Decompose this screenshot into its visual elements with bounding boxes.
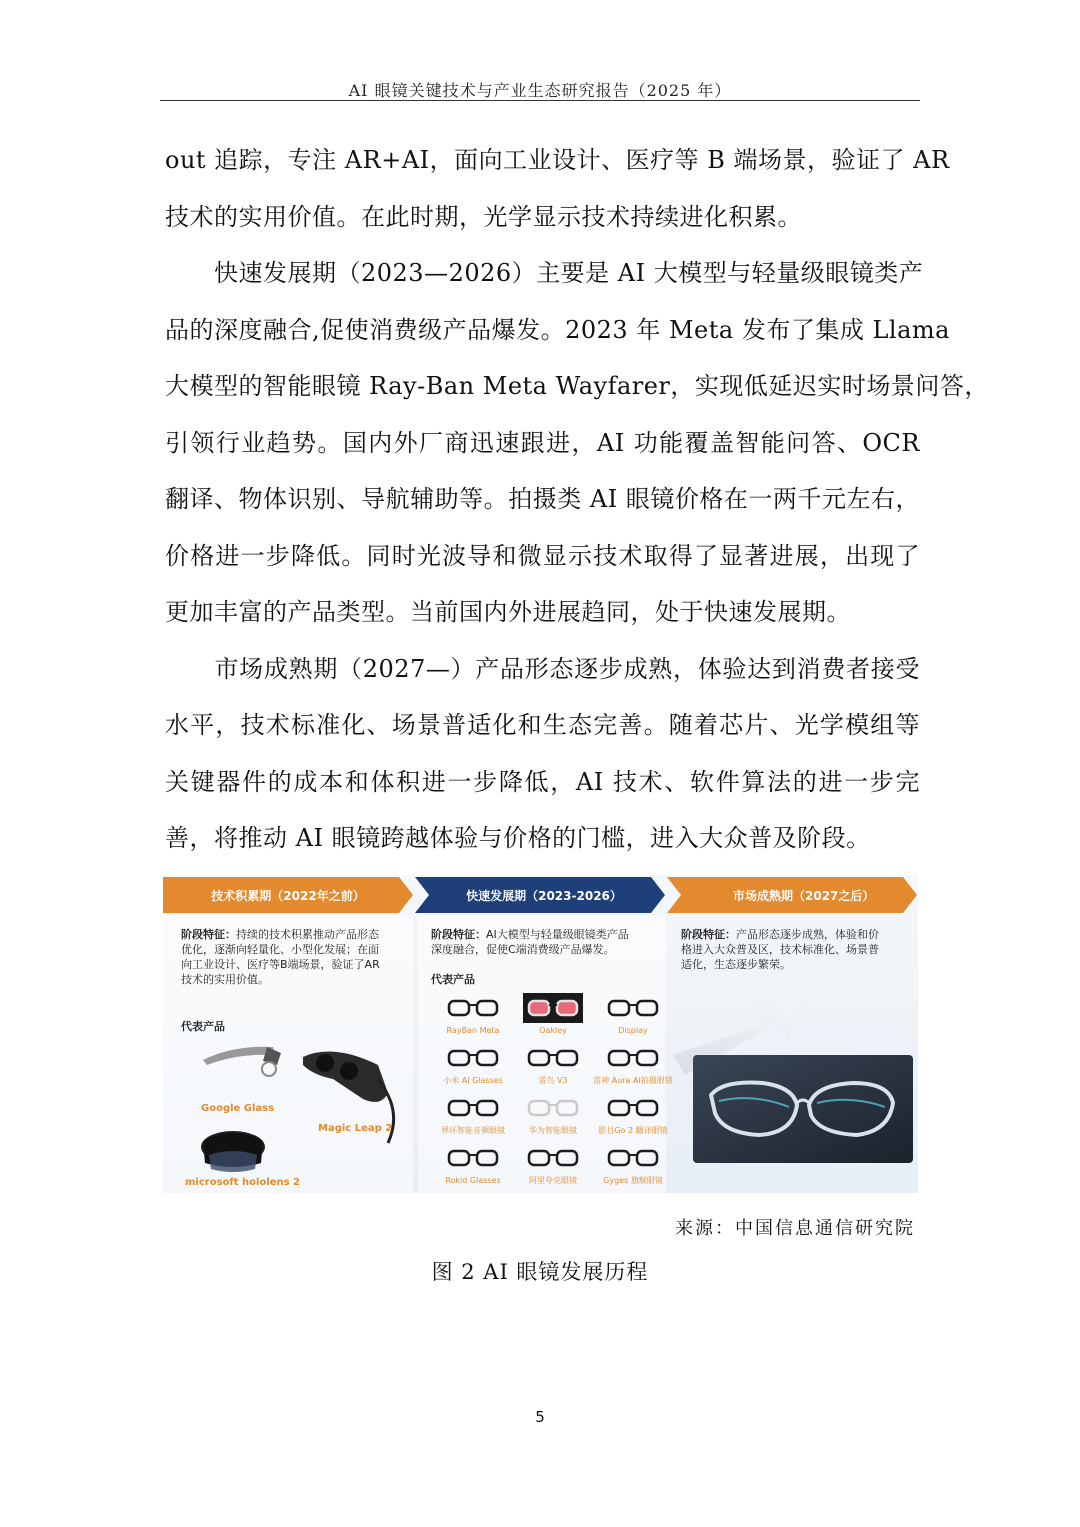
product-label: RayBan Meta [446, 1026, 500, 1035]
figure-caption: 图 2 AI 眼镜发展历程 [431, 1260, 649, 1284]
future-glasses-image [693, 1055, 913, 1163]
product-label: Magic Leap 2 [318, 1123, 393, 1134]
text-line: 快速发展期（2023—2026）主要是 AI 大模型与轻量级眼镜类产 [165, 259, 924, 287]
stage3-feature-line-1: 格进入大众普及区，技术标准化、场景普 [681, 943, 879, 956]
stage2-title: 快速发展期（2023-2026） [466, 889, 622, 903]
stage2-feature-text: AI大模型与轻量级眼镜类产品 [486, 928, 629, 941]
text-line: 品的深度融合,促使消费级产品爆发。2023 年 Meta 发布了集成 Llama [165, 315, 950, 344]
product-label: Rokid Glasses [445, 1176, 501, 1185]
text-line: 翻译、物体识别、导航辅助等。拍摄类 AI 眼镜价格在一两千元左右， [165, 485, 920, 513]
product-label: 雷鸟 V3 [538, 1076, 568, 1085]
stage1-feature-text: 持续的技术积累推动产品形态 [236, 928, 379, 941]
stage2-feature-line-1: 深度融合，促使C端消费级产品爆发。 [431, 943, 615, 956]
stage1-feature-label: 阶段特征： [181, 928, 236, 941]
text-line: 水平，技术标准化、场景普适化和生态完善。随着芯片、光学模组等 [165, 711, 920, 739]
product-label: 界环智能音频眼镜 [441, 1126, 505, 1135]
body-text [165, 132, 989, 867]
product-label: Gyges 旗舰眼镜 [603, 1176, 663, 1185]
product-label: Oakley [539, 1026, 567, 1035]
stage1-feature-line-1: 优化，逐渐向轻量化、小型化发展；在面 [181, 943, 379, 956]
stage1-products-label: 代表产品 [181, 1020, 225, 1033]
stage1-panel [163, 915, 413, 1193]
development-timeline-figure [163, 875, 918, 1193]
product-label: 华为智能眼镜 [529, 1126, 577, 1135]
stage2-feature-line-0 [431, 927, 629, 941]
text-line: out 追踪，专注 AR+AI，面向工业设计、医疗等 B 端场景，验证了 AR [165, 146, 950, 174]
figure-source: 来源：中国信息通信研究院 [675, 1218, 915, 1239]
stage3-feature-label: 阶段特征： [681, 928, 736, 941]
stage3-feature-line-2: 适化，生态逐步繁荣。 [681, 958, 791, 971]
stage2-products-label: 代表产品 [431, 973, 475, 986]
text-line: 关键器件的成本和体积进一步降低，AI 技术、软件算法的进一步完 [165, 767, 920, 796]
stage1-feature-line-3: 技术的实用价值。 [181, 973, 269, 986]
header-rule [160, 100, 920, 101]
hololens-image [201, 1131, 265, 1172]
stage1-title: 技术积累期（2022年之前） [211, 889, 365, 903]
timeline-graphic [163, 875, 918, 1193]
text-line: 价格进一步降低。同时光波导和微显示技术取得了显著进展，出现了 [165, 541, 920, 570]
text-line: 大模型的智能眼镜 Ray-Ban Meta Wayfarer，实现低延迟实时场景问答， [165, 372, 989, 400]
running-header: AI 眼镜关键技术与产业生态研究报告（2025 年） [348, 81, 732, 100]
page-number: 5 [535, 1408, 545, 1426]
text-line: 善，将推动 AI 眼镜跨越体验与价格的门槛，进入大众普及阶段。 [165, 824, 871, 852]
stage3-feature-line-0 [681, 927, 879, 941]
text-line: 引领行业趋势。国内外厂商迅速跟进，AI 功能覆盖智能问答、OCR [165, 428, 920, 457]
text-line: 市场成熟期（2027—）产品形态逐步成熟，体验达到消费者接受 [165, 654, 920, 683]
stage1-feature-line-2: 向工业设计、医疗等B端场景，验证了AR [181, 958, 380, 971]
text-line: 更加丰富的产品类型。当前国内外进展趋同，处于快速发展期。 [165, 598, 851, 626]
stage3-title: 市场成熟期（2027之后） [733, 889, 875, 903]
product-label: 雷神 Aura AI拍摄眼镜 [593, 1076, 673, 1085]
product-label: microsoft hololens 2 [185, 1177, 301, 1188]
product-label: 影目Go 2 翻译眼镜 [598, 1126, 668, 1135]
product-label: Google Glass [201, 1103, 275, 1114]
product-label: Display [618, 1026, 648, 1035]
stage3-feature-text: 产品形态逐步成熟，体验和价 [736, 928, 879, 941]
product-label: 小米 AI Glasses [443, 1076, 503, 1085]
stage2-feature-label: 阶段特征： [431, 928, 486, 941]
product-label: 阿里夸克眼镜 [529, 1176, 577, 1185]
stage1-feature-line-0 [181, 927, 380, 941]
text-line: 技术的实用价值。在此时期，光学显示技术持续进化积累。 [165, 202, 802, 231]
